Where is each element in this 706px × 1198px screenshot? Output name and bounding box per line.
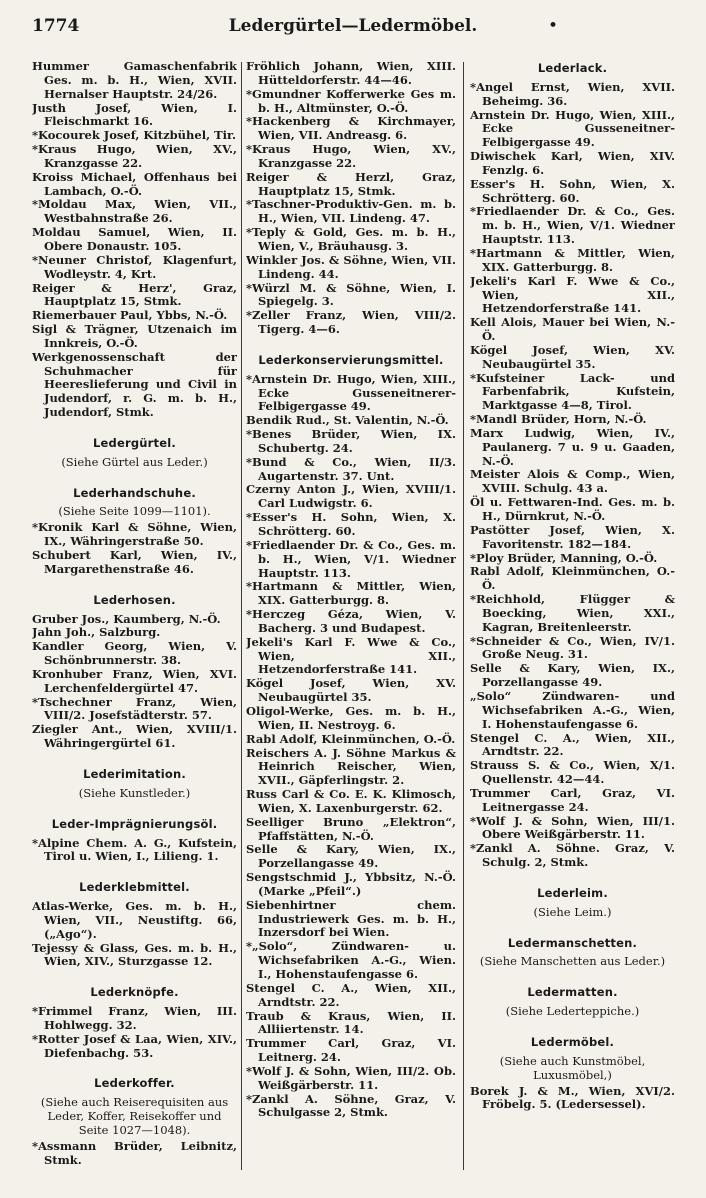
section-heading: Ledermatten. [527, 985, 618, 1000]
directory-entry: *Zankl A. Söhne. Graz, V. Schulg. 2, Stmk. [470, 841, 675, 870]
section-note: (Siehe Seite 1099—1101). [58, 504, 211, 519]
directory-entry: *Rotter Josef & Laa, Wien, XIV., Diefenbachg. 53. [32, 1031, 237, 1060]
directory-entry: *„Solo“, Zündwaren- u. Wichsefabriken A.-G., Wien. I., Hohenstaufengasse 6. [246, 939, 456, 981]
section-heading: Lederhandschuhe. [73, 485, 196, 500]
directory-entry: *Tschechner Franz, Wien, VIII/2. Josefstädterstr. 57. [32, 694, 237, 723]
directory-entry: Fröhlich Johann, Wien, XIII. Hütteldorferstr. 44—46. [246, 60, 456, 87]
directory-entry: *Kufsteiner Lack- und Farbenfabrik, Kufstein, Marktgasse 4—8, Tirol. [470, 370, 675, 413]
directory-entry: *Neuner Christof, Klagenfurt, Wodleystr. 4, Krt. [32, 252, 237, 281]
section-heading: Ledermöbel. [530, 1035, 615, 1049]
directory-section [470, 986, 675, 1019]
directory-entry: Justh Josef, Wien, I. Fleischmarkt 16. [32, 100, 237, 129]
directory-entry: Esser's H. Sohn, Wien, X. Schrötterg. 60. [470, 176, 675, 205]
directory-entry: *Friedlaender Dr. & Co., Ges. m. b. H., Wien, V/1. Wiedner Hauptstr. 113. [470, 204, 675, 247]
directory-entry: *Alpine Chem. A. G., Kufstein, Tirol u. Wien, I., Lilieng. 1. [32, 835, 237, 864]
directory-entry: Trummer Carl, Graz, VI. Leitnergasse 24. [470, 785, 675, 814]
directory-entry: Jekeli's Karl F. Wwe & Co., Wien, XII., Hetzendorferstraße 141. [470, 273, 675, 316]
directory-entry: Reiger & Herzl, Graz, Hauptplatz 15, Stmk. [246, 169, 456, 198]
directory-entry: Kögel Josef, Wien, XV. Neubaugürtel 35. [246, 676, 456, 705]
directory-section [32, 768, 237, 801]
directory-entry: *Hackenberg & Kirchmayer, Wien, VII. Andreasg. 6. [246, 114, 456, 143]
section-heading: Lederimitation. [83, 766, 186, 781]
directory-entry: Strauss S. & Co., Wien, X/1. Quellenstr. 42—44. [470, 758, 675, 787]
directory-section [32, 818, 237, 865]
directory-entry: Borek J. & M., Wien, XVI/2. Fröbelg. 5. (Ledersessel). [470, 1083, 675, 1112]
section-note: (Siehe Lederteppiche.) [505, 1004, 640, 1019]
directory-entry: „Solo“ Zündwaren- und Wichsefabriken A.-G., Wien, I. Hohenstaufengasse 6. [470, 688, 675, 731]
directory-entry: *Hartmann & Mittler, Wien, XIX. Gatterburgg. 8. [246, 579, 456, 608]
directory-entry: Sengstschmid J., Ybbsitz, N.-Ö. (Marke „Pfeil“.) [246, 870, 456, 898]
directory-entry: Selle & Kary, Wien, IX., Porzellangasse 49. [470, 661, 675, 690]
directory-entry: Reiger & Herz', Graz, Hauptplatz 15, Stmk. [32, 280, 237, 309]
directory-entry: Öl u. Fettwaren-Ind. Ges. m. b. H., Dürnkrut, N.-Ö. [470, 495, 675, 523]
directory-entry: Winkler Jos. & Söhne, Wien, VII. Lindeng. 44. [246, 252, 456, 281]
section-heading: Lederknöpfe. [90, 985, 179, 1000]
directory-entry: *Kronik Karl & Söhne, Wien, IX., Währingerstraße 50. [32, 520, 237, 549]
directory-entry: Kronhuber Franz, Wien, XVI. Lerchenfeldergürtel 47. [32, 666, 237, 695]
directory-entry: *Herczeg Géza, Wien, V. Bacherg. 3 und Budapest. [246, 607, 456, 635]
directory-entry: *Wolf J. & Sohn, Wien, III/1. Obere Weißgärberstr. 11. [470, 813, 675, 842]
directory-entry: Riemerbauer Paul, Ybbs, N.-Ö. [32, 308, 228, 323]
directory-entry: *Reichhold, Flügger & Boecking, Wien, XXI., Kagran, Breitenleerstr. [470, 592, 675, 634]
directory-entry: *Teply & Gold, Ges. m. b. H., Wien, V., Bräuhausg. 3. [246, 225, 456, 253]
section-heading: Lederhosen. [93, 592, 176, 607]
directory-entry: *Esser's H. Sohn, Wien, X. Schrötterg. 60. [246, 510, 456, 538]
directory-entry: *Assmann Brüder, Leibnitz, Stmk. [32, 1138, 237, 1167]
header-mark: • [548, 16, 559, 36]
directory-entry: *Hartmann & Mittler, Wien, XIX. Gatterburgg. 8. [470, 245, 675, 274]
directory-entry: *Würzl M. & Söhne, Wien, I. Spiegelg. 3. [246, 280, 456, 309]
directory-entry: Selle & Kary, Wien, IX., Porzellangasse 49. [246, 842, 456, 871]
directory-entry: *Benes Brüder, Wien, IX. Schubertg. 24. [246, 427, 456, 455]
directory-entry: Rabl Adolf, Kleinmünchen, O.-Ö. [246, 731, 456, 746]
section-note: (Siehe auch Kunstmöbel, Luxusmöbel,) [499, 1053, 646, 1082]
directory-entry: Pastötter Josef, Wien, X. Favoritenstr. 182—184. [470, 522, 675, 551]
directory-entry: Atlas-Werke, Ges. m. b. H., Wien, VII., Neustiftg. 66, („Ago“). [32, 899, 237, 941]
directory-entry: Trummer Carl, Graz, VI. Leitnerg. 24. [246, 1036, 456, 1065]
page-title: Ledergürtel—Ledermöbel. [228, 16, 478, 36]
directory-section [32, 437, 237, 470]
directory-entry: Kandler Georg, Wien, V. Schönbrunnerstr. 38. [32, 639, 237, 668]
directory-entry: Seelliger Bruno „Elektron“, Pfaffstätten, N.-Ö. [246, 814, 456, 843]
directory-entry: *Schneider & Co., Wien, IV/1. Große Neug. 31. [470, 633, 675, 662]
directory-entry: Bendik Rud., St. Valentin, N.-Ö. [246, 413, 449, 428]
directory-entry: Kroiss Michael, Offenhaus bei Lambach, O.-Ö. [32, 169, 237, 198]
directory-section [470, 1036, 675, 1112]
column-divider [463, 62, 464, 1170]
directory-section [470, 887, 675, 920]
directory-entry: Diwischek Karl, Wien, XIV. Fenzlg. 6. [470, 149, 675, 177]
column-divider [241, 62, 242, 1170]
directory-section [32, 487, 237, 577]
directory-entry: *Mandl Brüder, Horn, N.-Ö. [470, 412, 647, 427]
directory-entry: Jahn Joh., Salzburg. [32, 625, 161, 640]
directory-entry: *Zeller Franz, Wien, VIII/2. Tigerg. 4—6. [246, 308, 456, 337]
directory-entry: *Gmundner Kofferwerke Ges m. b. H., Altmünster, O.-Ö. [246, 86, 456, 115]
directory-entry: Siebenhirtner chem. Industriewerk Ges. m. b. H., Inzersdorf bei Wien. [246, 897, 456, 940]
directory-entry: *Kocourek Josef, Kitzbühel, Tir. [32, 128, 237, 143]
directory-entry: *Kraus Hugo, Wien, XV., Kranzgasse 22. [246, 142, 456, 170]
directory-entry: Meister Alois & Comp., Wien, XVIII. Schulg. 43 a. [470, 467, 675, 496]
directory-section [470, 62, 675, 870]
section-note: (Siehe Manschetten aus Leder.) [479, 954, 666, 969]
section-heading: Lederkonservierungsmittel. [258, 352, 444, 367]
directory-entry: *Kraus Hugo, Wien, XV., Kranzgasse 22. [32, 142, 237, 170]
directory-entry: Oligol-Werke, Ges. m. b. H., Wien, II. Nestroyg. 6. [246, 703, 456, 732]
directory-entry: Marx Ludwig, Wien, IV., Paulanerg. 7 u. 9 u. Gaaden, N.-Ö. [470, 425, 675, 468]
directory-entry: *Angel Ernst, Wien, XVII. Beheimg. 36. [470, 79, 675, 108]
directory-entry: Moldau Samuel, Wien, II. Obere Donaustr. 105. [32, 225, 237, 253]
directory-entry: Czerny Anton J., Wien, XVIII/1. Carl Ludwigstr. 6. [246, 482, 456, 511]
directory-section [246, 354, 456, 1120]
page-number: 1774 [32, 16, 80, 36]
section-heading: Lederklebmittel. [79, 880, 190, 895]
column-3 [470, 60, 675, 1170]
section-heading: Lederkoffer. [94, 1076, 175, 1091]
section-heading: Ledergürtel. [93, 435, 176, 450]
section-heading: Lederlack. [537, 61, 608, 75]
directory-entry: Stengel C. A., Wien, XII., Arndtstr. 22. [470, 730, 675, 759]
directory-entry: *Taschner-Produktiv-Gen. m. b. H., Wien, VII. Lindeng. 47. [246, 197, 456, 226]
directory-entry: *Frimmel Franz, Wien, III. Hohlwegg. 32. [32, 1004, 237, 1032]
directory-entry: *Ploy Brüder, Manning, O.-Ö. [470, 550, 658, 565]
page-header [0, 0, 706, 52]
section-heading: Lederleim. [537, 885, 608, 900]
section-note: (Siehe Gürtel aus Leder.) [61, 454, 208, 469]
directory-entry: Schubert Karl, Wien, IV., Margarethenstraße 46. [32, 548, 237, 576]
directory-entry: *Arnstein Dr. Hugo, Wien, XIII., Ecke Gusseneitnerer-Felbigergasse 49. [246, 371, 456, 414]
directory-section [32, 881, 237, 969]
directory-entry: Gruber Jos., Kaumberg, N.-Ö. [32, 611, 221, 626]
directory-entry: Russ Carl & Co. E. K. Klimosch, Wien, X. Laxenburgerstr. 62. [246, 787, 456, 815]
directory-entry: Rabl Adolf, Kleinmünchen, O.-Ö. [470, 564, 675, 593]
directory-section [32, 594, 237, 751]
section-note: (Siehe Kunstleder.) [78, 785, 191, 800]
section-note: (Siehe auch Reiserequisiten aus Leder, Koffer, Reisekoffer und Seite 1027—1048). [40, 1095, 229, 1137]
directory-entry: Ziegler Ant., Wien, XVIII/1. Währingergürtel 61. [32, 722, 237, 751]
directory-entry: *Moldau Max, Wien, VII., Westbahnstraße 26. [32, 197, 237, 226]
directory-entry: Traub & Kraus, Wien, II. Alliiertenstr. 14. [246, 1008, 456, 1037]
directory-entry: *Wolf J. & Sohn, Wien, III/2. Ob. Weißgärberstr. 11. [246, 1063, 456, 1092]
directory-entry: Sigl & Trägner, Utzenaich im Innkreis, O.-Ö. [32, 322, 237, 350]
directory-section [246, 60, 456, 337]
directory-section [32, 60, 237, 420]
directory-entry: Stengel C. A., Wien, XII., Arndtstr. 22. [246, 980, 456, 1009]
directory-section [470, 937, 675, 970]
section-note: (Siehe Leim.) [533, 904, 612, 919]
directory-entry: Kögel Josef, Wien, XV. Neubaugürtel 35. [470, 342, 675, 371]
directory-entry: Reischers A. J. Söhne Markus & Heinrich Reischer, Wien, XVII., Gäpferlingstr. 2. [246, 745, 456, 788]
directory-section [32, 1077, 237, 1167]
directory-entry: Hummer Gamaschenfabrik Ges. m. b. H., Wien, XVII. Hernalser Hauptstr. 24/26. [32, 60, 237, 101]
directory-entry: *Bund & Co., Wien, II/3. Augartenstr. 37. Unt. [246, 454, 456, 483]
directory-section [32, 986, 237, 1060]
column-2 [246, 60, 456, 1170]
directory-entry: *Zankl A. Söhne, Graz, V. Schulgasse 2, Stmk. [246, 1091, 456, 1120]
section-heading: Ledermanschetten. [507, 935, 638, 950]
directory-entry: Jekeli's Karl F. Wwe & Co., Wien, XII., Hetzendorferstraße 141. [246, 634, 456, 677]
directory-entry: Werkgenossenschaft der Schuhmacher für Heereslieferung und Civil in Judendorf, r. G. m. b. H., Judendorf, Stmk. [32, 349, 237, 420]
directory-entry: Arnstein Dr. Hugo, Wien, XIII., Ecke Gusseneitner-Felbigergasse 49. [470, 107, 675, 150]
directory-entry: Tejessy & Glass, Ges. m. b. H., Wien, XIV., Sturzgasse 12. [32, 940, 237, 969]
directory-entry: Kell Alois, Mauer bei Wien, N.-Ö. [470, 315, 675, 344]
column-1 [32, 60, 237, 1170]
section-heading: Leder-Imprägnierungsöl. [51, 816, 218, 831]
directory-entry: *Friedlaender Dr. & Co., Ges. m. b. H., Wien, V/1. Wiedner Hauptstr. 113. [246, 537, 456, 580]
